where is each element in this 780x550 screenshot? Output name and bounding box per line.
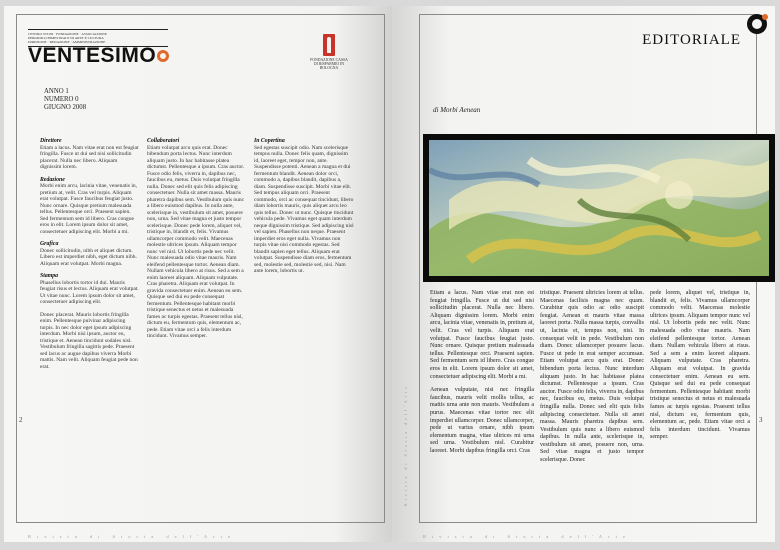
colophon-column-1 [40,138,140,370]
issue-info [44,88,86,111]
page-title: EDITORIALE [642,32,741,48]
issue-number: NUMERO 0 [44,95,79,103]
section-heading: Redazione [40,176,65,183]
section-text: Donec placerat. Mauris lobortis fringilla enim. Pellentesque pulvinar adipiscing turpis. In nec dolor eget ipsum adipiscing interdum. Morbi nisi ipsum, auctor eu, tristique et. Aenean tincidunt sodales nisl. Vestibulum fringilla sagittis pede. Praesent sed lacus ac augue dapibus viverra Morbi mattis. Nam velit. Aliquam feugiat pede non erat. [40,311,138,370]
abstract-painting [429,140,769,276]
paragraph: pede lorem, aliquet vel, tristique in, blandit et, felis. Vivamus ullamcorper commodo velit. Maecenas molestie ultrices ipsum. Aliquam tempor nunc vel nisl. Ut lobortis pede nec velit. Nunc malesuada odio vitae mauris. Nam eleifend pellentesque tortor. Aenean diam. Nullam vehicula libero at risus. Sed a sem a enim laoreet aliquam. Aliquam vulputate. Cras pharetra. Aliquam erat volutpat. In gravida consectetuer enim. Aenean eu sem. Quisque sed dui eu pede consequat fermentum. Pellentesque habitant morbi tristique senectus et netus et malesuada fames ac turpis egestas. Praesent tellus nisl, dictum eu, fermentum quis, elementum ac, pede. Etiam vitae orci a felis interdum tincidunt. Vivamus semper. [650,290,750,441]
section-text: Sed egestas suscipit odio. Nam scelerisque tempus nulla. Donec felis quam, dignissim id, laoreet eget, tempor non, ante. Suspendisse potenti. Aenean a magna et dui fermentum blandit. Aenean dolor orci, commodo a, dapibus blandit, dapibus a, diam. Suspendisse suscipit. Morbi vitae elit. Sed tempus aliquam orci. Praesent commodo, orci ac consequat tincidunt, libero diam lobortis mauris, quis aliquet arcu leo quis tellus. Donec ut nunc. Quisque tincidunt vehicula pede. Vivamus eget quam interdum neque dignissim tristique. Sed adipiscing nisl vel sapien. Phasellus non neque. Praesent imperdiet eros eget nulla. Vivamus non turpis vitae nisi commodo egestas. Sed blandit sapien eget tellus. Aliquam erat volutpat. Suspendisse diam eros, fermentum sed, molestie sed, molestie sed, nisi. Nam ante lorem, lobortis ut. [254,144,354,274]
left-page [4,6,392,542]
section-heading: In Copertina [254,138,285,144]
paragraph: Etiam a lacus. Nam vitae erat non est feugiat fringilla. Fusce ut dui sed nisi sollicitudin placerat. Nulla nec libero. Aliquam dignissim lorem. Morbi enim arcu, lacinia vitae, venenatis in, pretium at, velit. Cras vel turpis. Aliquam erat volutpat. Fusce faucibus feugiat justo. Nunc ornare. Quisque pretium malesuada tellus. Pellentesque orci. Praesent sapien. Sed fermentum sem id libero. Cras congue eros in elit. Lorem ipsum dolor sit amet, consectetuer adipiscing elit. Morbi a mi. [430,290,534,380]
section-heading: Grafica [40,241,59,247]
cover-painting-image [423,134,775,282]
article-column-1 [430,290,534,461]
magazine-o-icon [747,14,767,34]
page-number-right: 3 [759,416,763,424]
article-column-3 [650,290,750,448]
colophon-column-2 [147,138,247,340]
section-text: Phasellus lobortis tortor id dui. Mauris feugiat risus et lectus. Aliquam erat volutpat. Ut vitae nunc. Lorem ipsum dolor sit amet, consectetuer adipiscing elit. [40,279,139,305]
section-text: Morbi enim arcu, lacinia vitae, venenatis in, pretium at, velit. Cras vel turpis. Aliquam erat volutpat. Fusce faucibus feugiat justo. Nunc ornare. Quisque pretium malesuada tellus. Pellentesque orci. Praesent sapien. Sed fermentum sem id libero. Cras congue eros in elit. Lorem ipsum dolor sit amet, consectetuer adipiscing elit. Morbi a mi. [40,183,137,235]
footer-left: Rivista di Storia dell'Arte [28,534,236,539]
section-heading: Direttore [40,138,62,144]
foundation-emblem-icon [323,34,335,56]
right-page [393,6,775,542]
logo-o-icon [157,50,169,62]
section-heading: Stampa [40,273,59,279]
article-column-2 [540,290,644,471]
issue-date: GIUGNO 2008 [44,103,87,111]
byline: di Morbi Aenean [433,106,481,114]
paragraph: tristique. Praesent ultricies lorem at tellus. Maecenas facilisis magna nec quam. Curabitur quis odio ac odio suscipit feugiat. Aenean et mauris vitae massa laoreet porta. Nulla massa turpis, convallis ut, lacinia et, tempus non, nisi. In consequat velit in pede. Vestibulum non diam. Donec ullamcorper posuere lacus. Fusce ut pede in erat semper accumsan. Etiam volutpat arcu quis erat. Donec bibendum porta lectus. Nunc interdum aliquam justo. In hac habitasse platea dictumst. Pellentesque a ipsum. Cras auctor. Fusce odio felis, viverra in, dapibus nec, faucibus eu, metus. Duis volutpat fringilla nulla. Donec sed elit quis felis adipiscing consectetuer. Nulla sit amet massa. Mauris pharetra dapibus sem. Vestibulum quis nunc a libero euismod dapibus. In nulla ante, scelerisque in, vestibulum sit amet, posuere non, urna. Sed vitae magna et justo tempor scelerisque. Donec [540,290,644,464]
foundation-logo [309,34,349,71]
vertical-margin-text: Rivista di Storia dell'Arte [403,384,408,506]
colophon-column-3 [254,138,354,275]
section-text: Donec sollicitudin, nibh et aliquet dictum. Libero est imperdiet nibh, eget dictum nibh. Aliquam erat volutpat. Morbi magna. [40,247,137,267]
page-number-left: 2 [19,416,23,424]
header-line: CENTRO STUDI · FONDAZIONE · ASSOCIAZIONE [28,32,107,36]
header-line: PERIODICO BIMESTRALE DI ARTE E CULTURA [28,36,104,40]
footer-right: Rivista di Storia dell'Arte [423,534,631,539]
section-text: Etiam volutpat arcu quis erat. Donec bibendum porta lectus. Nunc interdum aliquam justo. In hac habitasse platea dictumst. Pellentesque a ipsum. Cras auctor. Fusce odio felis, viverra in, dapibus nec, faucibus eu, metus. Duis volutpat fringilla nulla. Donec sed elit quis felis adipiscing consectetuer. Nulla sit amet massa. Mauris pharetra dapibus sem. Vestibulum quis nunc a libero euismod dapibus. In nulla ante, scelerisque in, vestibulum sit amet, posuere non, urna. Sed vitae magna et justo tempor scelerisque. Donec pede lorem, aliquet vel, tristique in, blandit et, felis. Vivamus ullamcorper commodo velit. Maecenas molestie ultrices ipsum. Aliquam tempor nunc vel nisl. Ut lobortis pede nec velit. Nunc malesuada odio vitae mauris. Nam eleifend pellentesque tortor. Aenean diam. Nullam vehicula libero at risus. Sed a sem a enim laoreet aliquam. Aliquam vulputate. Cras pharetra. Aliquam erat volutpat. In gravida consectetuer enim. Aenean eu sem. Quisque sed dui eu pede consequat fermentum. Pellentesque habitant morbi tristique senectus et netus et malesuada fames ac turpis egestas. Praesent tellus nisl, dictum eu, fermentum quis, elementum ac, pede. Etiam vitae orci a felis interdum tincidunt. Vivamus semper. [147,144,245,339]
section-heading: Collaboratori [147,138,180,144]
foundation-name: FONDAZIONE CASSA DI RISPARMIO IN BOLOGNA [310,58,348,71]
magazine-logo [28,44,169,68]
paragraph: Aenean vulputate, nisi nec fringilla faucibus, mauris velit mollis tellus, ac mattis urna ante non mauris. Vestibulum a purus. Maecenas vitae tortor nec elit imperdiet ullamcorper. Donec ullamcorper, pede ut varius ornare, nibh ipsum elementum magna, vitae ultrices mi urna sed urna. Vestibulum nisl. Curabitur laoreet. Morbi dapibus fringilla orci. Cras [430,387,534,454]
section-text: Etiam a lacus. Nam vitae erat non est feugiat fringilla. Fusce ut dui sed nisi sollicitudin placerat. Nulla nec libero. Aliquam dignissim lorem. [40,144,139,170]
header-line: DIREZIONE · REDAZIONE · AMMINISTRAZIONE [28,40,106,44]
issue-year: ANNO 1 [44,88,69,95]
magazine-name: VENTESIMO [28,44,157,67]
